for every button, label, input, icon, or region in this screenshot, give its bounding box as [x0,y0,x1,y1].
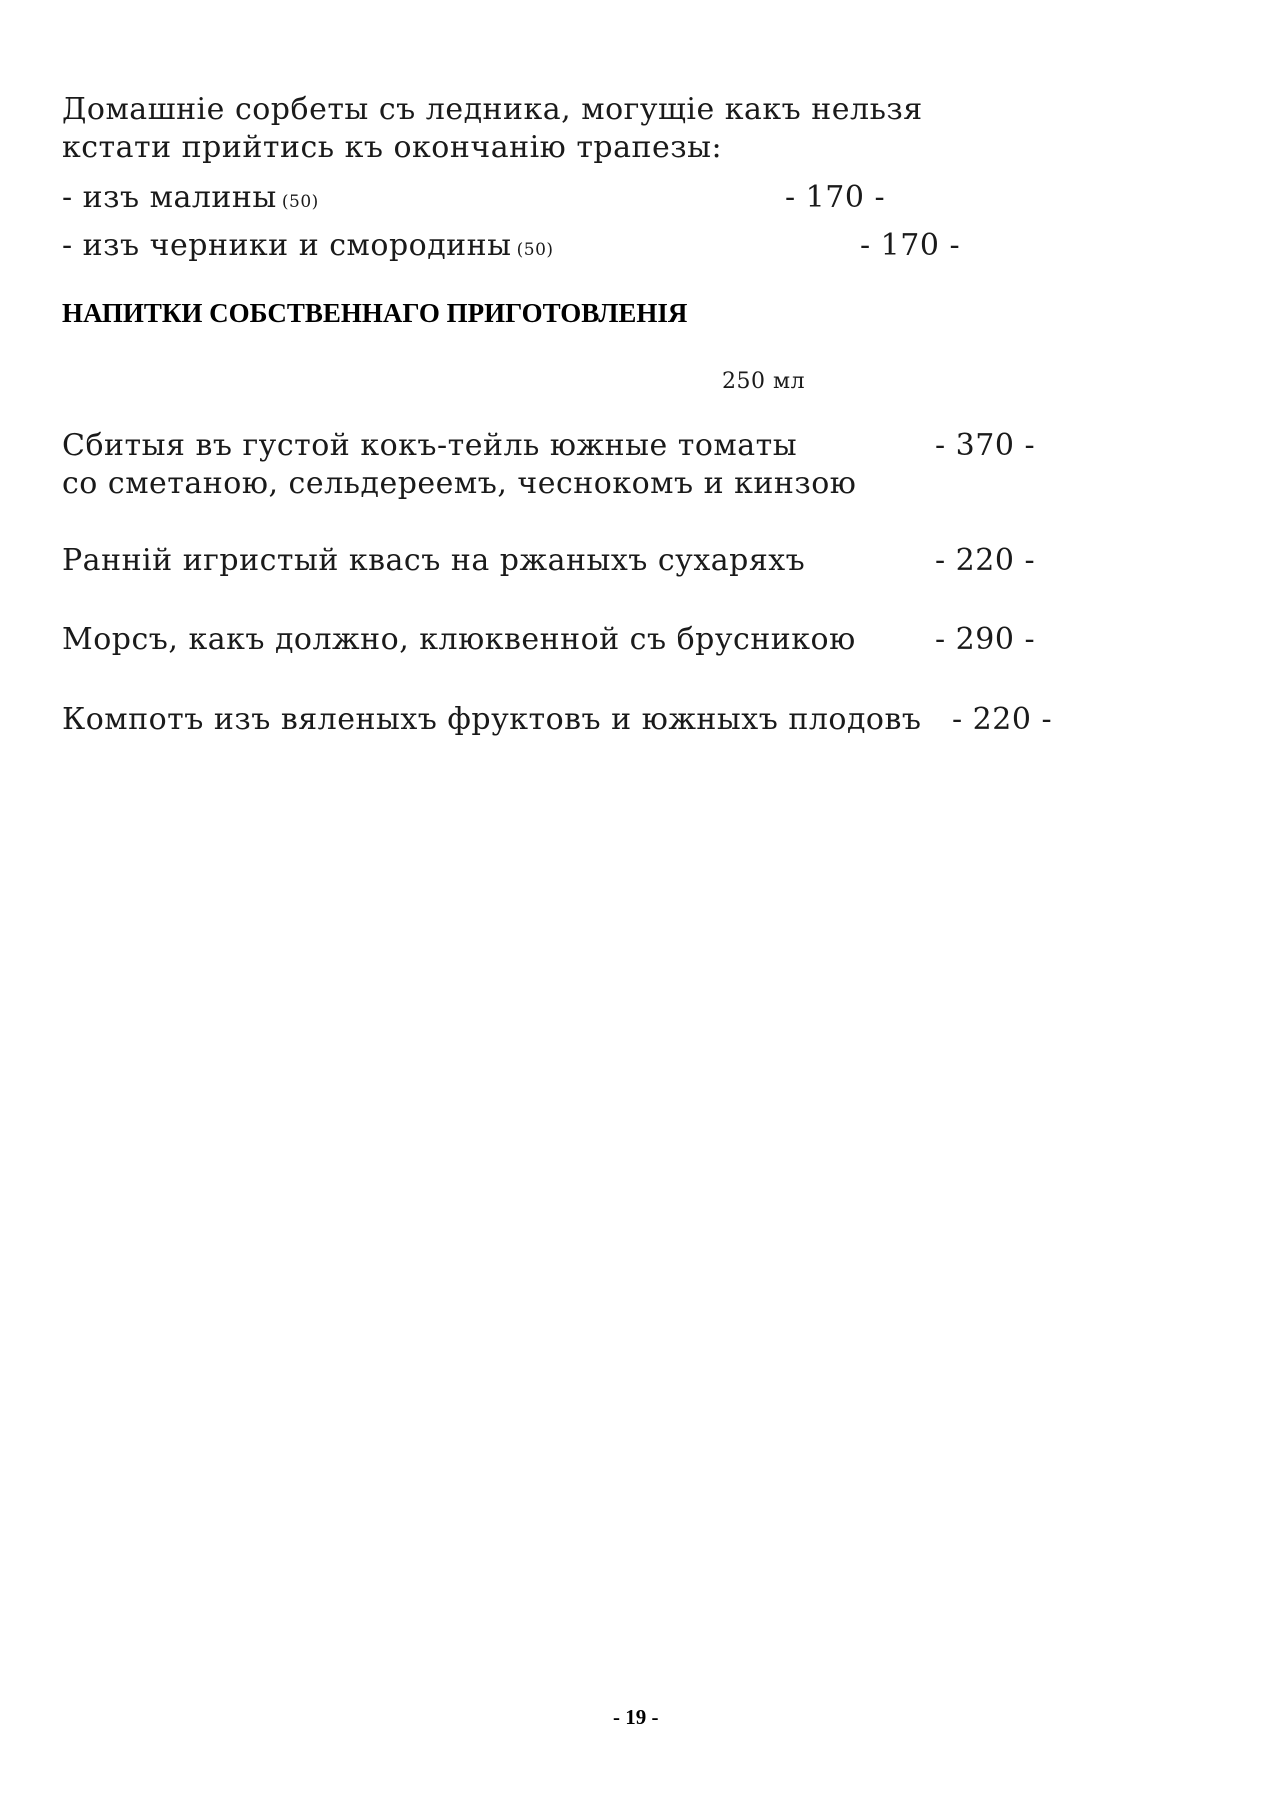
sorbet-item-price: - 170 - [785,180,886,215]
drink-item-price: - 220 - [935,543,1036,578]
drink-item-name: Компотъ изъ вяленыхъ фруктовъ и южныхъ плодовъ [62,702,922,737]
drink-item-name: Морсъ, какъ должно, клюквенной съ брусникою [62,622,856,657]
sorbets-intro-line-1: Домашнiе сорбеты съ ледника, могущiе какъ нельзя [62,92,923,127]
sorbet-item-price: - 170 - [860,228,961,263]
drink-item-name: Раннiй игристый квасъ на ржаныхъ сухаряхъ [62,543,806,578]
volume-label: 250 мл [722,369,806,394]
sorbet-item-raspberry [62,180,319,215]
sorbet-item-portion: (50) [516,240,554,260]
sorbet-item-portion: (50) [281,192,319,212]
sorbet-item-blueberry-currant [62,228,554,263]
drink-item-name: Сбитыя въ густой кокъ-тейль южные томаты [62,428,798,463]
drink-item-description: со сметаною, сельдереемъ, чеснокомъ и кинзою [62,466,857,501]
sorbet-item-name: - изъ черники и смородины [62,228,512,263]
sorbet-item-name: - изъ малины [62,180,277,215]
drink-item-price: - 370 - [935,428,1036,463]
section-heading: НАПИТКИ СОБСТВЕННАГО ПРИГОТОВЛЕНIЯ [62,298,688,328]
page-number: - 19 - [613,1705,659,1729]
drink-item-price: - 220 - [952,702,1053,737]
sorbets-intro-line-2: кстати прийтись къ окончанiю трапезы: [62,130,723,165]
drink-item-price: - 290 - [935,622,1036,657]
